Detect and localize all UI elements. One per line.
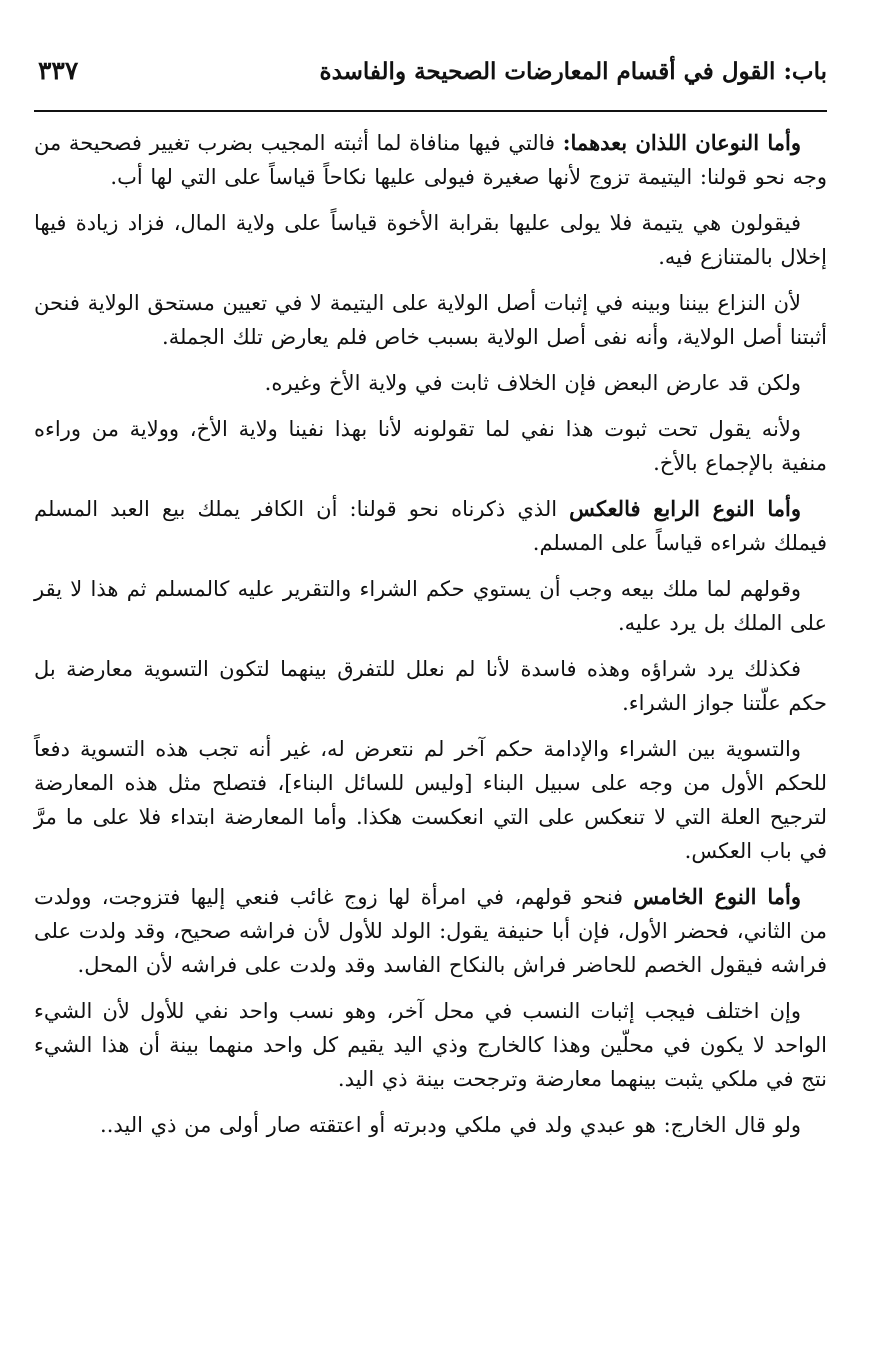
paragraph-text: ولكن قد عارض البعض فإن الخلاف ثابت في ولاية الأخ وغيره.: [264, 371, 801, 395]
paragraph-2: [34, 206, 827, 274]
paragraph-text: ولأنه يقول تحت ثبوت هذا نفي لما تقولونه لأنا بهذا نفينا ولاية الأخ، وولاية من وراءه منفية بالإجماع بالأخ.: [34, 417, 827, 475]
paragraph-text: فالتي فيها منافاة لما أثبته المجيب بضرب تغيير فصحيحة من وجه نحو قولنا: اليتيمة تزوج لأنها صغيرة فيولى عليها نكاحاً قياساً على التي لها أب.: [34, 131, 827, 189]
chapter-title: باب: القول في أقسام المعارضات الصحيحة والفاسدة: [319, 58, 827, 85]
paragraph-text: فيقولون هي يتيمة فلا يولى عليها بقرابة الأخوة قياساً على ولاية المال، فزاد زيادة فيها إخلال بالمتنازع فيه.: [34, 211, 827, 269]
paragraph-5: [34, 412, 827, 480]
paragraph-lead: وأما النوعان اللذان بعدهما:: [562, 130, 801, 155]
paragraph-11: [34, 994, 827, 1096]
paragraph-text: الذي ذكرناه نحو قولنا: أن الكافر يملك بيع العبد المسلم فيملك شراءه قياساً على المسلم.: [34, 497, 827, 555]
paragraph-text: والتسوية بين الشراء والإدامة حكم آخر لم نتعرض له، غير أنه تجب هذه التسوية دفعاً للحكم الأول من وجه على سبيل البناء [وليس للسائل البناء]، فتصلح مثل هذه المعارضة لترجيح العلة التي لا تنعكس على التي انعكست هكذا. وأما المعارضة ابتداء فلا على ما مرَّ في باب العكس.: [34, 737, 827, 863]
paragraph-8: [34, 652, 827, 720]
page-number: ٣٣٧: [38, 56, 79, 85]
paragraph-text: وقولهم لما ملك بيعه وجب أن يستوي حكم الشراء والتقرير عليه كالمسلم ثم هذا لا يقر على الملك بل يرد عليه.: [34, 577, 827, 635]
paragraph-lead: وأما النوع الخامس: [633, 884, 801, 909]
paragraph-9: [34, 732, 827, 868]
paragraph-6: [34, 492, 827, 560]
paragraph-text: وإن اختلف فيجب إثبات النسب في محل آخر، وهو نسب واحد نفي للأول لأن الشيء الواحد لا يكون في محلّين وهذا كالخارج وذي اليد يقيم كل واحد منهما بينة أن هذا الشيء نتج في ملكي يثبت بينهما معارضة وترجحت بينة ذي اليد.: [34, 999, 827, 1091]
paragraph-lead: وأما النوع الرابع فالعكس: [569, 496, 801, 521]
paragraph-4: [34, 366, 827, 400]
paragraph-10: [34, 880, 827, 982]
paragraph-text: لأن النزاع بيننا وبينه في إثبات أصل الولاية على اليتيمة لا في تعيين مستحق الولاية فنحن أثبتنا أصل الولاية، وأنه نفى أصل الولاية بسبب خاص فلم يعارض تلك الجملة.: [34, 291, 827, 349]
document-page: [34, 52, 827, 1371]
body-text: [34, 126, 827, 1142]
paragraph-12: [34, 1108, 827, 1142]
paragraph-1: [34, 126, 827, 194]
paragraph-text: فنحو قولهم، في امرأة لها زوج غائب فنعي إليها فتزوجت، وولدت من الثاني، فحضر الأول، فإن أبا حنيفة يقول: الولد للأول لأن فراشه صحيح، وقد ولدت على فراشه فيقول الخصم للحاضر فراش بالنكاح الفاسد وقد ولدت على فراشه لأن المحل.: [34, 885, 827, 977]
running-header: [34, 52, 827, 112]
paragraph-3: [34, 286, 827, 354]
paragraph-7: [34, 572, 827, 640]
paragraph-text: فكذلك يرد شراؤه وهذه فاسدة لأنا لم نعلل للتفرق بينهما لتكون التسوية معارضة بل حكم علّتنا جواز الشراء.: [34, 657, 827, 715]
paragraph-text: ولو قال الخارج: هو عبدي ولد في ملكي ودبرته أو اعتقته صار أولى من ذي اليد..: [100, 1113, 801, 1137]
